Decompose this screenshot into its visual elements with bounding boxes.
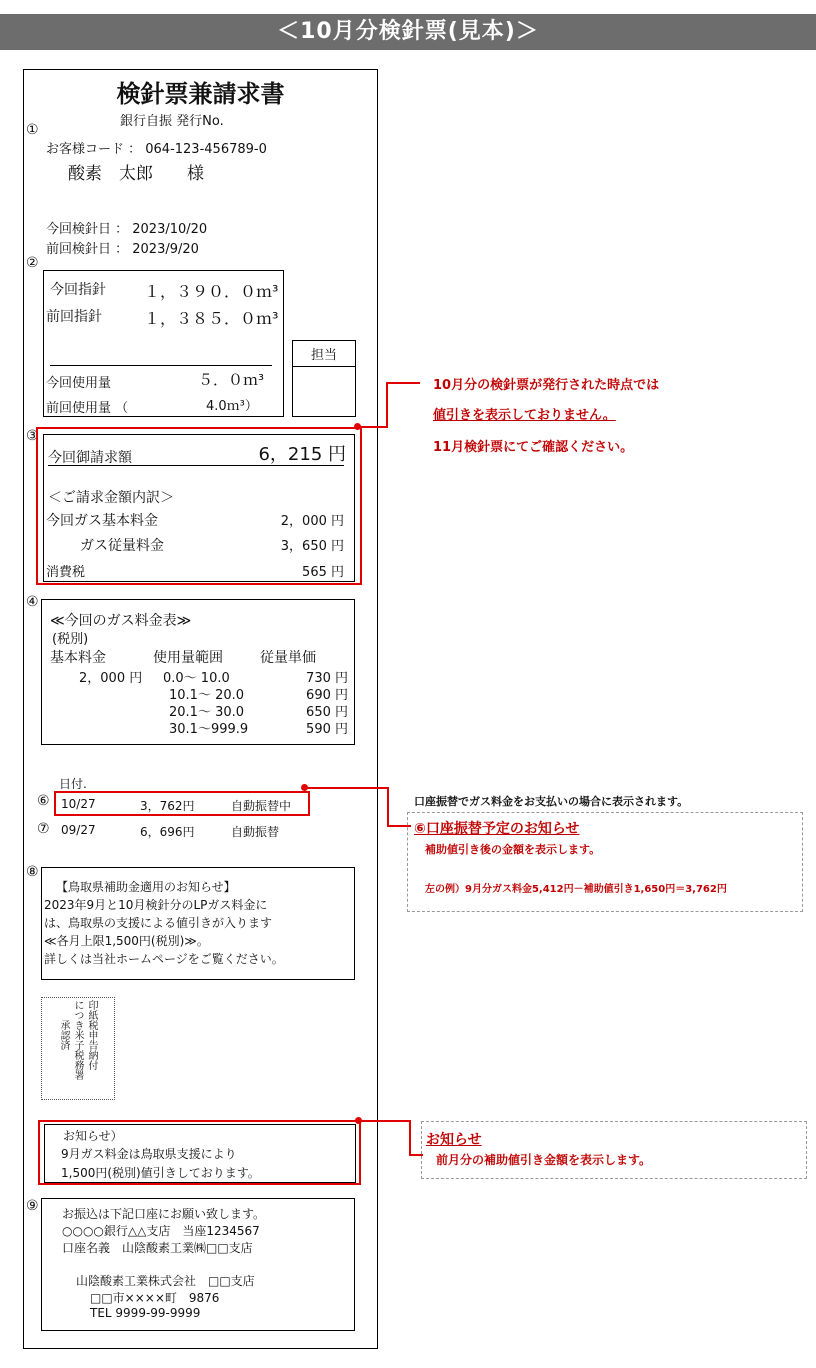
billing-note-line-3: 11月検針票にてご確認ください。	[433, 440, 634, 455]
base-fee-value: 2，000 円	[280, 514, 344, 529]
usage-current-label: 今回使用量	[46, 376, 112, 391]
company-name: 山陰酸素工業株式会社 □□支店	[76, 1274, 255, 1288]
staff-divider	[293, 366, 355, 367]
subsidy-notice-box	[41, 867, 355, 980]
customer-name: 酸素 太郎 様	[68, 164, 204, 184]
discount-notice-line-3: 1,500円(税別)値引きしております。	[61, 1166, 260, 1180]
subsidy-notice-line-4: ≪各月上限1,500円(税別)≫。	[44, 934, 209, 948]
rate-col-base: 基本料金	[50, 650, 106, 666]
discount-notice-highlight	[38, 1120, 361, 1185]
usage-previous-label: 前回使用量 （	[46, 401, 129, 416]
payment6-amount: 3，762円	[140, 799, 195, 813]
tax-stamp-box	[41, 997, 115, 1100]
subsidy-notice-line-1: 【鳥取県補助金適用のお知らせ】	[56, 880, 236, 894]
rate-range-2: 10.1～ 20.0	[169, 688, 245, 703]
section-marker-2: ②	[26, 255, 39, 271]
breakdown-title: ＜ご請求金額内訳＞	[48, 490, 174, 506]
previous-reading-label: 前回指針	[46, 309, 102, 325]
transfer-connector-v	[387, 787, 389, 827]
stamp-text-col1: 印紙税申告納付	[86, 1000, 97, 1070]
company-tel: TEL 9999-99-9999	[90, 1306, 201, 1320]
rate-table-tax-note: (税別)	[52, 632, 89, 647]
rate-price-2: 690 円	[306, 688, 348, 703]
transfer-connector-h1	[305, 787, 389, 789]
subsidy-notice-line-3: は、鳥取県の支援による値引きが入ります	[44, 916, 273, 930]
section-marker-3: ③	[26, 428, 39, 444]
billing-total-value: 6，215 円	[258, 444, 346, 465]
usage-current-value: ５．０ｍ³	[198, 371, 265, 389]
section-marker-9: ⑨	[26, 1198, 39, 1214]
discount-notice-line-2: 9月ガス料金は鳥取県支援により	[61, 1147, 237, 1161]
current-reading-label: 今回指針	[50, 282, 106, 298]
transfer-note-header: 口座振替でガス料金をお支払いの場合に表示されます。	[414, 795, 689, 808]
notice-connector-h1	[359, 1120, 411, 1122]
transfer-note-example: 左の例）9月分ガス料金5,412円－補助値引き1,650円＝3,762円	[425, 884, 727, 895]
page-banner-title: ＜10月分検針票(見本)＞	[0, 14, 816, 50]
payment7-status: 自動振替	[231, 825, 280, 839]
billing-total-label: 今回御請求額	[48, 450, 132, 466]
rate-col-range: 使用量範囲	[153, 650, 223, 666]
billing-note-line-2: 値引きを表示しておりません。	[433, 408, 616, 423]
transfer-note-line-1: 補助値引き後の金額を表示します。	[425, 843, 601, 856]
meter-divider	[50, 365, 272, 366]
billing-highlight	[36, 427, 362, 585]
section-marker-8: ⑧	[26, 864, 39, 880]
rate-col-unit: 従量単価	[260, 650, 316, 666]
tax-value: 565 円	[302, 565, 344, 580]
rate-range-1: 0.0～ 10.0	[163, 671, 230, 686]
section-marker-4: ④	[26, 594, 39, 610]
meter-reading-slip	[23, 69, 378, 1349]
reading-date-current: 今回検針日 ： 2023/10/20	[46, 222, 208, 237]
company-address: □□市××××町 9876	[90, 1291, 220, 1305]
previous-reading-value: １，３８５．０ｍ³	[144, 309, 279, 328]
transfer-line-1: お振込は下記口座にお願い致します。	[62, 1207, 266, 1221]
staff-box	[292, 340, 356, 417]
billing-connector-h1	[358, 426, 388, 428]
base-fee-label: 今回ガス基本料金	[46, 513, 158, 529]
notice-note-title: お知らせ	[426, 1132, 482, 1148]
rate-table-title: ≪今回のガス料金表≫	[50, 613, 192, 629]
transfer-note-title: ⑥口座振替予定のお知らせ	[414, 821, 580, 837]
transfer-info-box	[41, 1198, 355, 1331]
discount-notice-line-1: お知らせ）	[63, 1129, 123, 1143]
current-reading-value: １，３９０．０ｍ³	[144, 282, 279, 301]
transfer-line-2: ○○○○銀行△△支店 当座1234567	[62, 1224, 260, 1238]
payment-date-header: 日付.	[59, 777, 87, 791]
subsidy-notice-line-5: 詳しくは当社ホームページをご覧ください。	[44, 952, 284, 966]
reading-date-previous: 前回検針日 ： 2023/9/20	[46, 242, 199, 257]
notice-connector-v	[409, 1120, 411, 1156]
rate-table-box	[41, 599, 355, 745]
payment6-date: 10/27	[61, 797, 96, 811]
rate-base-fee: 2，000 円	[79, 671, 143, 686]
rate-price-1: 730 円	[306, 671, 348, 686]
stamp-text-col2: につき米子税務署	[72, 1000, 83, 1080]
section-marker-1: ①	[26, 122, 39, 138]
billing-note-line-1: 10月分の検針票が発行された時点では	[433, 378, 660, 393]
payment6-status: 自動振替中	[231, 799, 292, 813]
billing-connector-v	[386, 382, 388, 428]
notice-note-line-1: 前月分の補助値引き金額を表示します。	[436, 1153, 652, 1167]
bank-issue-line: 銀行自振 発行No.	[120, 114, 224, 129]
usage-fee-label: ガス従量料金	[80, 538, 164, 554]
stamp-text-col3: 承認済	[58, 1020, 69, 1050]
usage-fee-value: 3，650 円	[280, 539, 344, 554]
tax-label: 消費税	[46, 565, 86, 580]
slip-title: 検針票兼請求書	[116, 79, 285, 108]
transfer-line-3: 口座名義 山陰酸素工業㈱□□支店	[62, 1241, 253, 1255]
rate-price-3: 650 円	[306, 705, 348, 720]
billing-connector-h2	[386, 382, 420, 384]
payment7-amount: 6，696円	[140, 825, 195, 839]
subsidy-notice-line-2: 2023年9月と10月検針分のLPガス料金に	[44, 898, 268, 912]
rate-range-4: 30.1～999.9	[169, 722, 249, 737]
staff-label: 担当	[310, 348, 337, 363]
usage-previous-value: 4.0ｍ³）	[206, 399, 258, 414]
rate-range-3: 20.1～ 30.0	[169, 705, 245, 720]
section-marker-7: ⑦	[37, 821, 50, 837]
customer-code: お客様コード ： 064-123-456789-0	[46, 142, 267, 157]
rate-price-4: 590 円	[306, 722, 348, 737]
meter-reading-box	[43, 270, 284, 417]
section-marker-6: ⑥	[37, 793, 50, 809]
payment7-date: 09/27	[61, 823, 96, 837]
